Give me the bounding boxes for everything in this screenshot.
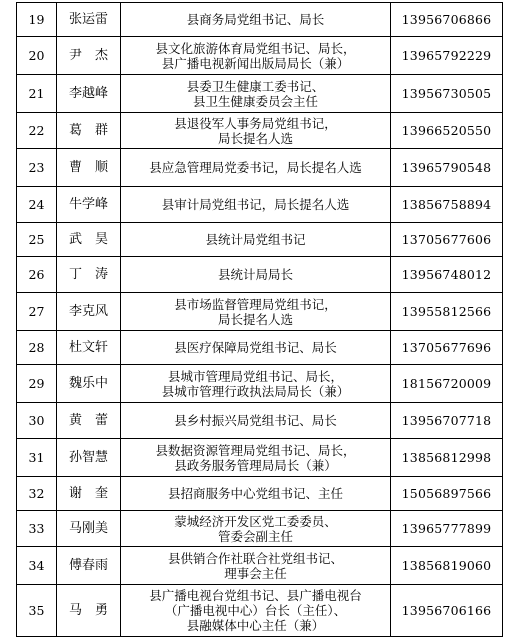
position-line: 县医疗保障局党组书记、局长 bbox=[174, 340, 337, 355]
position-cell bbox=[121, 439, 391, 477]
position-cell bbox=[121, 365, 391, 403]
position-cell bbox=[121, 293, 391, 331]
phone-number: 13705677696 bbox=[391, 331, 503, 365]
position-line: 局长提名人选 bbox=[217, 311, 293, 327]
phone-number: 15056897566 bbox=[391, 477, 503, 511]
phone-number: 13955812566 bbox=[391, 293, 503, 331]
person-name: 谢 奎 bbox=[57, 477, 121, 511]
table-row bbox=[17, 223, 503, 257]
position-line: （广播电视中心）台长（主任）、 bbox=[164, 603, 347, 618]
person-name: 张运雷 bbox=[57, 3, 121, 37]
position-cell bbox=[121, 477, 391, 511]
phone-number: 13856758894 bbox=[391, 187, 503, 223]
phone-number: 18156720009 bbox=[391, 365, 503, 403]
position-line: 县统计局党组书记 bbox=[205, 232, 306, 247]
position-cell bbox=[121, 37, 391, 75]
phone-number: 13856819060 bbox=[391, 547, 503, 585]
position-line: 县乡村振兴局党组书记、局长 bbox=[174, 413, 337, 428]
table-row bbox=[17, 547, 503, 585]
row-number: 27 bbox=[17, 293, 57, 331]
table-row bbox=[17, 439, 503, 477]
row-number: 35 bbox=[17, 585, 57, 637]
position-cell bbox=[121, 585, 391, 637]
table-row bbox=[17, 113, 503, 149]
position-line: 县数据资源管理局党组书记、局长， bbox=[155, 442, 356, 458]
position-line: 理事会主任 bbox=[224, 565, 287, 581]
position-line: 县广播电视台党组书记、县广播电视台 bbox=[149, 588, 362, 603]
row-number: 29 bbox=[17, 365, 57, 403]
personnel-table bbox=[16, 2, 503, 637]
person-name: 马 勇 bbox=[57, 585, 121, 637]
table-row bbox=[17, 257, 503, 293]
position-line: 县城市管理局党组书记、局长， bbox=[167, 368, 343, 384]
person-name: 魏乐中 bbox=[57, 365, 121, 403]
position-line: 县应急管理局党委书记，局长提名人选 bbox=[149, 160, 362, 175]
position-line: 县卫生健康委员会主任 bbox=[192, 93, 318, 109]
position-line: 县融媒体中心主任（兼） bbox=[186, 618, 325, 633]
position-line: 县广播电视新闻出版局局长（兼） bbox=[161, 55, 350, 71]
person-name: 马刚美 bbox=[57, 511, 121, 547]
phone-number: 13956706866 bbox=[391, 3, 503, 37]
position-cell bbox=[121, 149, 391, 187]
position-cell bbox=[121, 257, 391, 293]
position-cell bbox=[121, 187, 391, 223]
table-row bbox=[17, 365, 503, 403]
position-cell bbox=[121, 75, 391, 113]
position-line: 局长提名人选 bbox=[217, 130, 293, 146]
phone-number: 13956730505 bbox=[391, 75, 503, 113]
personnel-table-body bbox=[17, 3, 503, 637]
row-number: 26 bbox=[17, 257, 57, 293]
position-line: 县城市管理行政执法局局长（兼） bbox=[161, 383, 350, 399]
row-number: 32 bbox=[17, 477, 57, 511]
table-row bbox=[17, 403, 503, 439]
position-line: 县招商服务中心党组书记、主任 bbox=[167, 486, 343, 501]
row-number: 33 bbox=[17, 511, 57, 547]
row-number: 22 bbox=[17, 113, 57, 149]
position-line: 县政务服务管理局局长（兼） bbox=[174, 457, 337, 473]
table-row bbox=[17, 3, 503, 37]
phone-number: 13965792229 bbox=[391, 37, 503, 75]
table-row bbox=[17, 331, 503, 365]
table-row bbox=[17, 187, 503, 223]
position-cell bbox=[121, 331, 391, 365]
row-number: 28 bbox=[17, 331, 57, 365]
phone-number: 13705677606 bbox=[391, 223, 503, 257]
person-name: 葛 群 bbox=[57, 113, 121, 149]
position-line: 县文化旅游体育局党组书记、局长， bbox=[155, 40, 356, 56]
position-line: 蒙城经济开发区党工委委员、 bbox=[174, 513, 337, 529]
row-number: 19 bbox=[17, 3, 57, 37]
phone-number: 13965777899 bbox=[391, 511, 503, 547]
table-row bbox=[17, 585, 503, 637]
table-row bbox=[17, 477, 503, 511]
position-line: 县供销合作社联合社党组书记、 bbox=[167, 550, 343, 566]
position-cell bbox=[121, 113, 391, 149]
position-line: 县商务局党组书记、局长 bbox=[186, 12, 325, 27]
row-number: 20 bbox=[17, 37, 57, 75]
person-name: 武 昊 bbox=[57, 223, 121, 257]
table-row bbox=[17, 37, 503, 75]
position-line: 县审计局党组书记，局长提名人选 bbox=[161, 197, 350, 212]
person-name: 李克风 bbox=[57, 293, 121, 331]
person-name: 尹 杰 bbox=[57, 37, 121, 75]
person-name: 曹 顺 bbox=[57, 149, 121, 187]
phone-number: 13956707718 bbox=[391, 403, 503, 439]
position-line: 县统计局局长 bbox=[217, 267, 293, 282]
row-number: 23 bbox=[17, 149, 57, 187]
table-row bbox=[17, 511, 503, 547]
person-name: 黄 蕾 bbox=[57, 403, 121, 439]
position-line: 县退役军人事务局党组书记， bbox=[174, 115, 337, 131]
row-number: 31 bbox=[17, 439, 57, 477]
row-number: 21 bbox=[17, 75, 57, 113]
row-number: 24 bbox=[17, 187, 57, 223]
position-line: 管委会副主任 bbox=[217, 528, 293, 544]
person-name: 傅春雨 bbox=[57, 547, 121, 585]
position-cell bbox=[121, 223, 391, 257]
person-name: 杜文轩 bbox=[57, 331, 121, 365]
person-name: 李越峰 bbox=[57, 75, 121, 113]
phone-number: 13965790548 bbox=[391, 149, 503, 187]
table-row bbox=[17, 293, 503, 331]
row-number: 30 bbox=[17, 403, 57, 439]
row-number: 25 bbox=[17, 223, 57, 257]
position-cell bbox=[121, 547, 391, 585]
position-cell bbox=[121, 511, 391, 547]
person-name: 牛学峰 bbox=[57, 187, 121, 223]
phone-number: 13966520550 bbox=[391, 113, 503, 149]
table-row bbox=[17, 149, 503, 187]
position-line: 县委卫生健康工委书记、 bbox=[186, 78, 325, 94]
row-number: 34 bbox=[17, 547, 57, 585]
position-line: 县市场监督管理局党组书记， bbox=[174, 296, 337, 312]
phone-number: 13956748012 bbox=[391, 257, 503, 293]
position-cell bbox=[121, 3, 391, 37]
person-name: 丁 涛 bbox=[57, 257, 121, 293]
person-name: 孙智慧 bbox=[57, 439, 121, 477]
table-row bbox=[17, 75, 503, 113]
phone-number: 13956706166 bbox=[391, 585, 503, 637]
position-cell bbox=[121, 403, 391, 439]
phone-number: 13856812998 bbox=[391, 439, 503, 477]
